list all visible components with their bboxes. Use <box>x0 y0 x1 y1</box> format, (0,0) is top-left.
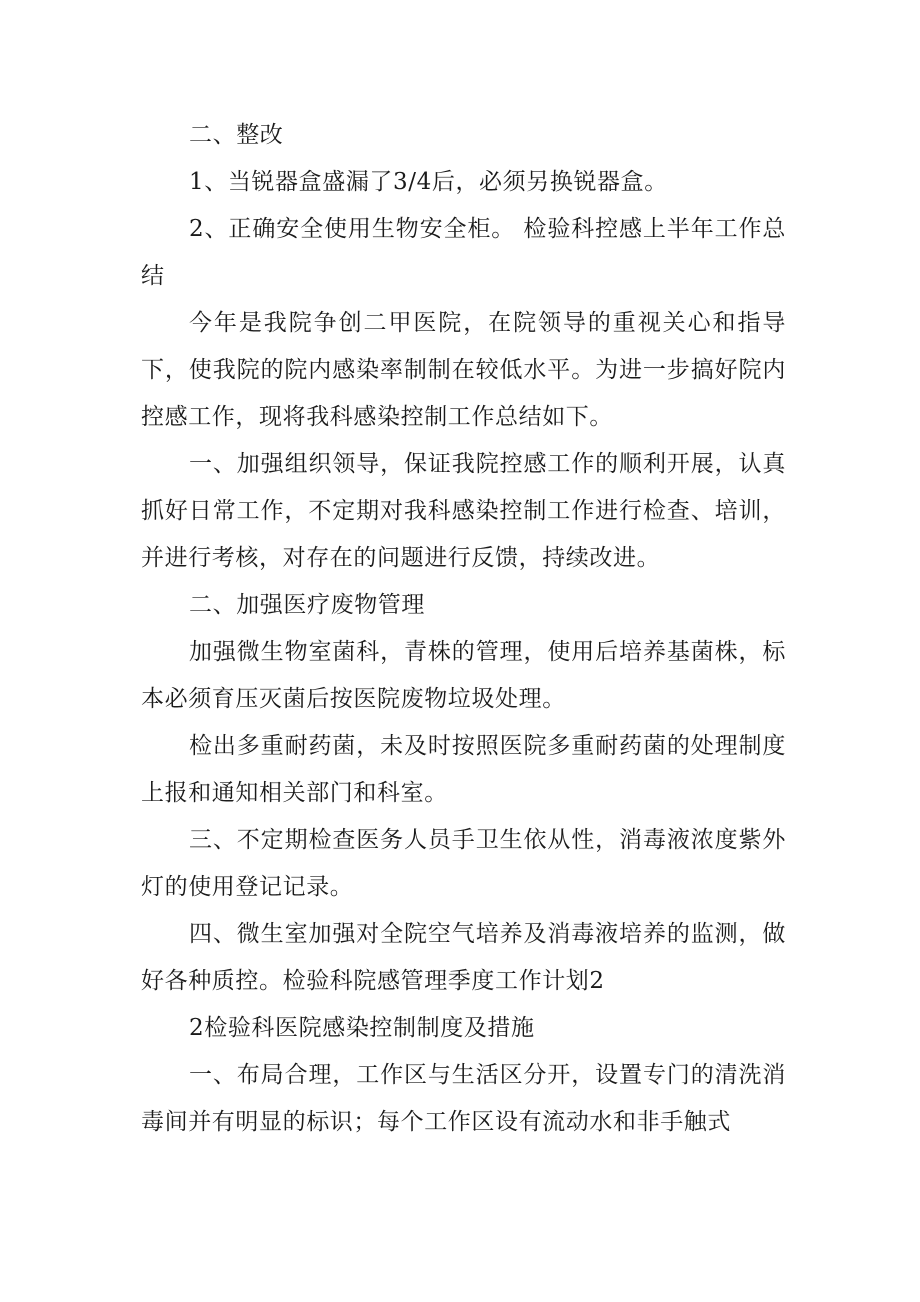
document-body <box>141 112 786 1146</box>
paragraph-mdro: 检出多重耐药菌，未及时按照医院多重耐药菌的处理制度上报和通知相关部门和科室。 <box>141 733 786 806</box>
paragraph-intro: 今年是我院争创二甲医院，在院领导的重视关心和指导下，使我院的院内感染率制制在较低水平。为进一步搞好院内控感工作，现将我科感染控制工作总结如下。 <box>141 310 786 430</box>
paragraph-microbiology: 加强微生物室菌科，青株的管理，使用后培养基菌株，标本必须育压灭菌后按医院废物垃圾处理。 <box>141 639 786 712</box>
paragraph-biosafety-cabinet: 2、正确安全使用生物安全柜。 检验科控感上半年工作总结 <box>141 216 786 289</box>
paragraph-section-four: 四、微生室加强对全院空气培养及消毒液培养的监测，做好各种质控。检验科院感管理季度工作计划2 <box>141 921 786 994</box>
paragraph-heading-control-system: 2检验科医院感染控制制度及措施 <box>189 1015 535 1041</box>
paragraph-section-three: 三、不定期检查医务人员手卫生依从性，消毒液浓度紫外灯的使用登记记录。 <box>141 827 786 900</box>
paragraph-layout: 一、布局合理，工作区与生活区分开，设置专门的清洗消毒间并有明显的标识；每个工作区设有流动水和非手触式 <box>141 1062 786 1135</box>
paragraph-heading-rectification: 二、整改 <box>189 122 284 148</box>
paragraph-sharps-box: 1、当锐器盒盛漏了3/4后，必须另换锐器盒。 <box>189 169 668 195</box>
paragraph-heading-waste: 二、加强医疗废物管理 <box>189 592 425 618</box>
paragraph-section-one: 一、加强组织领导，保证我院控感工作的顺利开展，认真抓好日常工作，不定期对我科感染控制工作进行检查、培训，并进行考核，对存在的问题进行反馈，持续改进。 <box>141 451 786 571</box>
